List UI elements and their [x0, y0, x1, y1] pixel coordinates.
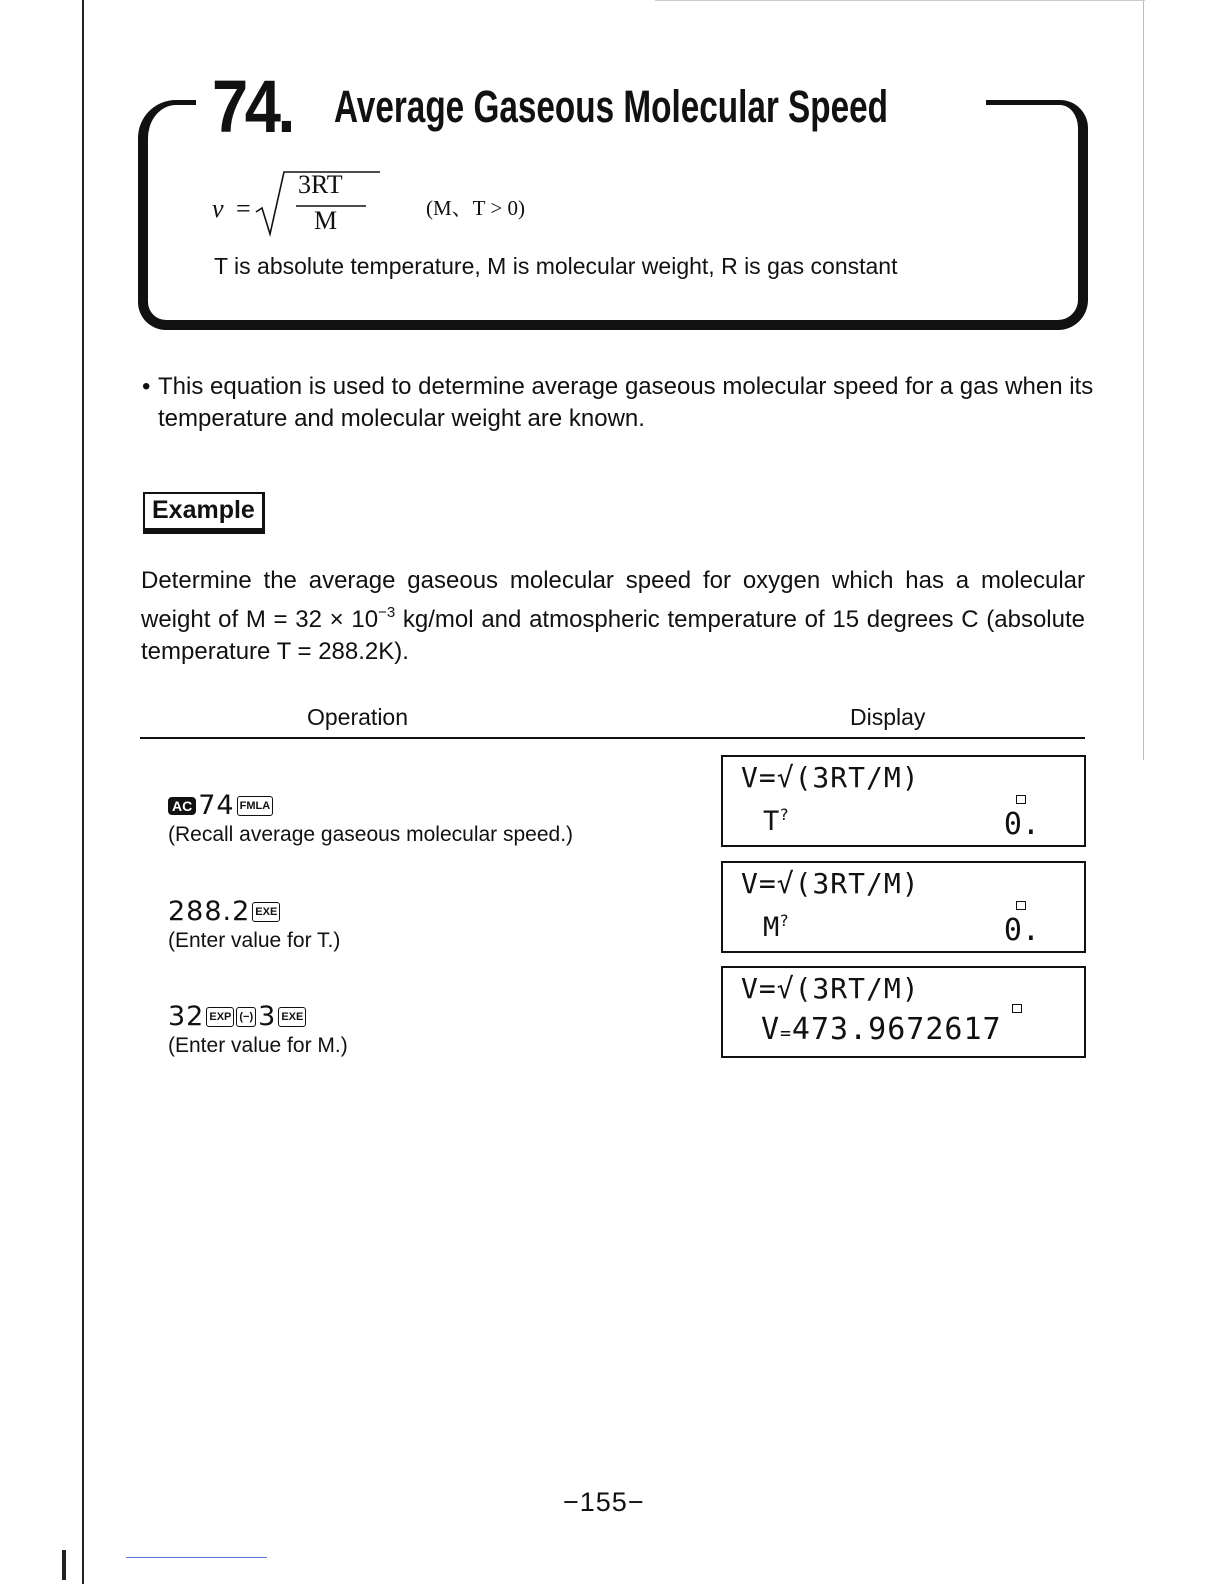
exp-key-icon: EXP: [206, 1007, 234, 1027]
display-result: [761, 1012, 1002, 1047]
prompt-variable: T: [763, 806, 780, 837]
page-binding-mark: [62, 1550, 88, 1580]
calculator-display: [721, 861, 1086, 953]
display-prompt: [763, 911, 789, 943]
key-input: 32: [168, 1001, 205, 1032]
display-indicator-icon: [1012, 1004, 1022, 1013]
page-top-edge: [655, 0, 1145, 1]
key-sequence: [168, 896, 340, 927]
example-label: Example: [143, 492, 265, 534]
display-value: 0.: [1003, 807, 1040, 842]
page-right-edge: [1143, 0, 1144, 760]
section-number: 74.: [212, 65, 292, 148]
fmla-key-icon: FMLA: [237, 796, 274, 816]
key-input: 3: [258, 1001, 277, 1032]
display-formula: V=√(3RT/M): [741, 867, 920, 900]
key-input: 288.2: [168, 896, 251, 927]
prompt-question: ?: [779, 805, 789, 824]
problem-text-part1: Determine the average gaseous molecular speed for oxygen which has a molecular weight of M = 32 × 10: [141, 567, 1085, 633]
prompt-question: ?: [779, 911, 789, 930]
formula-condition: (M、T > 0): [426, 196, 525, 220]
exe-key-icon: EXE: [278, 1007, 306, 1027]
formula-numerator: 3RT: [298, 170, 343, 199]
footer-rule: [126, 1557, 267, 1558]
ac-key-icon: AC: [168, 797, 196, 815]
operation-step: [168, 896, 340, 953]
intro-paragraph: [142, 371, 1102, 435]
display-indicator-icon: [1016, 795, 1026, 804]
display-prompt: [763, 805, 789, 837]
formula-denominator: M: [314, 206, 338, 235]
operation-header: Operation: [307, 704, 409, 730]
intro-text: This equation is used to determine average gaseous molecular speed for a gas when its temperature and molecular weight are known.: [158, 373, 1094, 432]
problem-exponent: −3: [378, 604, 396, 621]
page-binding-line: [82, 0, 84, 1584]
operation-step: [168, 790, 573, 847]
calculator-display: [721, 966, 1086, 1058]
formula-description: T is absolute temperature, M is molecular weight, R is gas constant: [214, 253, 898, 279]
key-sequence: [168, 790, 573, 821]
table-header-rule: [140, 737, 1085, 739]
step-note: (Enter value for T.): [168, 929, 341, 952]
key-input: 74: [198, 790, 235, 821]
formula-equals: =: [236, 194, 251, 223]
display-formula: V=√(3RT/M): [741, 972, 920, 1005]
problem-text-part2: kg/mol and atmospheric temperature of 15 degrees C (absolute temperature T = 288.2K).: [141, 606, 1085, 665]
display-header: Display: [850, 704, 926, 730]
display-formula: V=√(3RT/M): [741, 761, 920, 794]
calculator-display: [721, 755, 1086, 847]
step-note: (Recall average gaseous molecular speed.): [168, 823, 574, 846]
example-problem: [141, 565, 1085, 668]
result-equals: =: [780, 1023, 792, 1044]
result-variable: V: [761, 1012, 781, 1047]
section-title: Average Gaseous Molecular Speed: [334, 81, 888, 132]
key-sequence: [168, 1001, 348, 1032]
result-value: 473.9672617: [791, 1012, 1002, 1047]
exe-key-icon: EXE: [252, 902, 280, 922]
display-indicator-icon: [1016, 901, 1026, 910]
operation-step: [168, 1001, 348, 1058]
step-note: (Enter value for M.): [168, 1034, 348, 1057]
display-value: 0.: [1003, 913, 1040, 948]
bullet-icon: •: [142, 373, 151, 400]
prompt-variable: M: [763, 912, 780, 943]
negative-key-icon: (−): [236, 1007, 256, 1027]
formula-lhs: v: [212, 194, 224, 223]
page-number: −155−: [563, 1487, 645, 1517]
